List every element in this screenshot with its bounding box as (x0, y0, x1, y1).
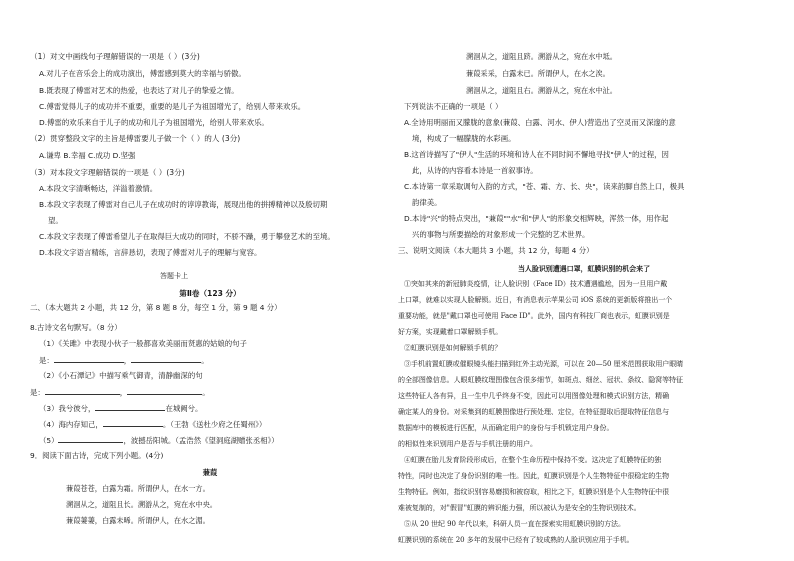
q1-option-b: B.既表现了傅雷对艺术的热爱，也表达了对儿子的挚爱之情。 (39, 86, 239, 95)
article-para5-line2: 虹膜识别的系统在 20 多年的发展中已经有了较成熟的人脸识别应用于手机。 (398, 536, 634, 544)
q8-stem: 8.古诗文名句默写。（8 分） (30, 323, 122, 332)
q8-line3: （3）我兮彼兮， 在城阙兮。 (39, 404, 203, 413)
article-para5-line1: ⑤从 20 世纪 90 年代以来，科研人员一直在探索实用虹膜识别的方法。 (404, 520, 625, 528)
q1-stem: （1）对文中画线句子理解错误的一项是（ ）(3分) (30, 52, 200, 61)
poem-title: 蒹葭 (202, 468, 218, 477)
article-para3-line6: 的相似性来识别用户是否与手机注册的用户。 (398, 440, 537, 448)
answer-sheet-label: 答题卡上 (160, 272, 188, 280)
q3-option-c: C.本段文字表现了傅雷希望儿子在取得巨大成功的同时，不骄不躁，勇于攀登艺术的至境。 (39, 232, 335, 241)
q9-stem: 9．阅读下面古诗，完成下列小题。(4分) (30, 451, 164, 460)
poem-line-3: 蒹葭萋萋，白露未晞。所谓伊人，在水之湄。 (66, 516, 210, 525)
q8-line2: （2）《小石潭记》中描写乘气御青，清静幽深的句 (39, 371, 203, 380)
q9-option-c-cont: 韵律美。 (412, 198, 442, 207)
q8-blank-7[interactable] (58, 435, 123, 443)
q8-line2-answer: 是： ， 。 (30, 388, 210, 397)
section3-header: 三、说明文阅读（本大题共 3 小题，共 12 分，每题 4 分） (398, 246, 594, 255)
article-para2-heading: ②虹膜识别是如何解锁手机的？ (404, 344, 502, 352)
poem-line-6: 溯洄从之，道阻且右。溯游从之，宛在水中沚。 (466, 86, 617, 95)
q3-option-b: B.本段文字表现了傅雷对自己儿子在成功时的谆谆教诲，展现出他的拼搏精神以及殷切期 (39, 200, 328, 209)
q8-blank-2[interactable] (131, 355, 201, 363)
section2-header: 二、（本大题共 2 小题，共 12 分，第 8 题 8 分，每空 1 分，第 9 题 4 分） (30, 303, 282, 312)
q3-stem: （3）对本段文字理解错误的一项是（ ）(3分) (30, 168, 185, 177)
q2-stem: （2）贯穿整段文字的主旨是傅雷要儿子做一个（ ）的人 (3分) (30, 134, 241, 143)
poem-line-4: 溯洄从之，道阻且跻。溯游从之，宛在水中坻。 (466, 52, 617, 61)
article-para4-line2: 特性，同时也决定了身份识别的唯一性。因此，虹膜识别是个人生物特征中很稳定的生物 (398, 472, 670, 480)
section2-title: 第Ⅱ卷（123 分） (179, 289, 241, 298)
article-para3-line2: 的全部图像信息。人眼虹膜纹理图像包含很多细节，如斑点、细丝、冠状、条纹、隐窝等特征 (398, 376, 683, 384)
q9-sub-stem: 下列说法不正确的一项是（ ） (404, 102, 503, 111)
article-para4-line3: 生物特征。例如，指纹识别容易磨损和被窃取，相比之下，虹膜识别是个人生物特征中很 (398, 488, 670, 496)
article-para1-line2: 上口罩，就难以实现人脸解锁。近日，有消息表示苹果公司 iOS 系统的更新版将推出一个 (398, 296, 673, 304)
q3-option-b-cont: 望。 (48, 216, 63, 225)
article-title: 当人脸识别遭遇口罩，虹膜识别的机会来了 (517, 264, 651, 273)
q9-option-b-cont: 此，从诗的内容看本诗是一首叙事诗。 (412, 166, 538, 175)
q9-option-c: C.本诗第一章采取调句入韵的方式，"苍、霜、方、长、央"，读来韵脚自然上口，极具 (404, 182, 685, 191)
poem-line-2: 溯洄从之，道阻且长。溯游从之，宛在水中央。 (66, 500, 217, 509)
q9-option-a-cont: 境，构成了一幅朦胧的水彩画。 (412, 134, 516, 143)
poem-line-1: 蒹葭苍苍，白露为霜。所谓伊人，在水一方。 (66, 484, 210, 493)
article-para1-line1: ①突如其来的新冠肺炎疫情，让人脸识别（Face ID）技术遭遇尴尬，因为一旦用户戴 (404, 280, 668, 288)
article-para4-line1: ④虹膜在胎儿发育阶段形成后，在整个生命历程中保持不变。这决定了虹膜特征的独 (404, 456, 662, 464)
article-para1-line4: 好方案，实现戴着口罩解锁手机。 (398, 328, 503, 336)
q1-option-d: D.傅雷的欢乐来自于儿子的成功和儿子为祖国增光，给别人带来欢乐。 (39, 118, 269, 127)
q2-options: A.谦卑 B.幸福 C.成功 D.坚强 (39, 151, 136, 160)
q3-option-a: A.本段文字清晰畅达，洋溢着激情。 (39, 184, 158, 193)
q8-line5: （5） ，波撼岳阳城。（孟浩然《望洞庭湖赠张丞相》） (39, 436, 279, 445)
article-para3-line3: 这些特征人各有异，且一生中几乎终身不变，因此可以用图像处理和模式识别方法，精确 (398, 392, 670, 400)
q8-blank-3[interactable] (45, 387, 120, 395)
q8-line4: （4）海内存知己， 。（王勃《送杜少府之任蜀州》） (39, 420, 267, 429)
q9-option-b: B.这首诗描写了"伊人"生活的环境和诗人在不同时间不懈地寻找"伊人"的过程，因 (404, 150, 669, 159)
q9-option-d-cont: 兴的事物与所要描绘的对象形成一个完整的艺术世界。 (412, 230, 590, 239)
poem-line-5: 蒹葭采采，白露未已。所谓伊人，在水之涘。 (466, 69, 610, 78)
q9-option-d: D.本诗"兴"的特点突出，"兼葭""水"和"伊人"的形象交相辉映，浑然一体，用作起 (404, 214, 669, 223)
article-para3-line1: ③手机前置虹膜或催眼镜头能扫描到红外主动光源，可以在 20—50 厘米范围获取用户眼睛 (404, 360, 684, 368)
article-para3-line4: 确定某人的身份。对采集到的虹膜图像进行预处理、定位，在特征提取后提取特征信息与 (398, 408, 670, 416)
q8-blank-6[interactable] (103, 419, 163, 427)
q1-option-a: A.对儿子在音乐会上的成功演出，傅雷感到莫大的幸福与骄傲。 (39, 69, 246, 78)
q9-option-a: A.全诗用明丽而又朦胧的意象(蒹葭、白露、河水、伊人)营造出了空灵而又深邃的意 (404, 118, 676, 127)
q8-blank-1[interactable] (54, 355, 124, 363)
article-para1-line3: 重要功能，就是"戴口罩也可使用 Face ID"。此外，国内有科技厂商也表示，虹膜识别是 (398, 312, 670, 320)
q8-line1: （1）《关雎》中表现小伙子一般都喜欢美丽而贤惠的姑娘的句子 (39, 339, 247, 348)
q8-blank-5[interactable] (95, 403, 165, 411)
q1-option-c: C.傅雷觉得儿子的成功并不重要，重要的是儿子为祖国增光了，给别人带来欢乐。 (39, 102, 306, 111)
article-para3-line5: 数据库中的模板进行匹配，从而确定用户的身份与手机锁定用户身份。 (398, 424, 614, 432)
article-para4-line4: 难被复制的，对"假冒"虹膜的辨识能力强，所以被认为是安全的生物识别技术。 (398, 504, 641, 512)
q8-line1-answer: 是： ， 。 (39, 356, 209, 365)
q8-blank-4[interactable] (127, 387, 202, 395)
q3-option-d: D.本段文字语言精练，言辞恳切，表现了傅雷对儿子的理解与宽容。 (39, 248, 262, 257)
